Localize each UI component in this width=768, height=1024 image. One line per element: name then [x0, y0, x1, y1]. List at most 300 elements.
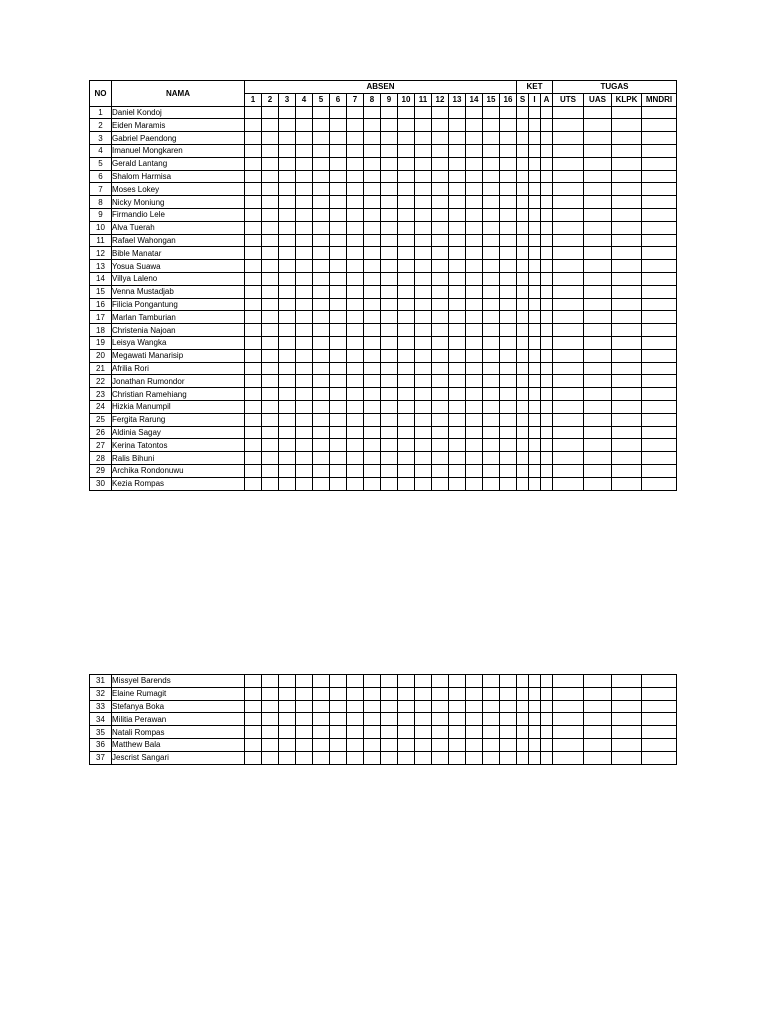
empty-cell — [296, 311, 313, 324]
empty-cell — [483, 336, 500, 349]
empty-cell — [500, 700, 517, 713]
empty-cell — [466, 413, 483, 426]
empty-cell — [449, 388, 466, 401]
empty-cell — [553, 272, 584, 285]
student-name: Kezia Rompas — [112, 477, 245, 490]
empty-cell — [529, 324, 541, 337]
empty-cell — [398, 413, 415, 426]
empty-cell — [553, 687, 584, 700]
empty-cell — [364, 132, 381, 145]
empty-cell — [553, 413, 584, 426]
table-row — [90, 144, 677, 157]
empty-cell — [364, 157, 381, 170]
empty-cell — [432, 452, 449, 465]
empty-cell — [364, 726, 381, 739]
empty-cell — [347, 106, 364, 119]
empty-cell — [415, 247, 432, 260]
empty-cell — [553, 324, 584, 337]
empty-cell — [517, 298, 529, 311]
row-number: 7 — [90, 183, 112, 196]
empty-cell — [245, 234, 262, 247]
empty-cell — [483, 285, 500, 298]
table-row — [90, 713, 677, 726]
empty-cell — [330, 400, 347, 413]
empty-cell — [432, 272, 449, 285]
empty-cell — [541, 413, 553, 426]
empty-cell — [483, 170, 500, 183]
header-absen-col: 3 — [279, 93, 296, 106]
row-number: 1 — [90, 106, 112, 119]
empty-cell — [262, 700, 279, 713]
student-name: Ralis Bihuni — [112, 452, 245, 465]
empty-cell — [466, 375, 483, 388]
empty-cell — [541, 738, 553, 751]
empty-cell — [612, 144, 642, 157]
empty-cell — [262, 687, 279, 700]
empty-cell — [432, 119, 449, 132]
empty-cell — [517, 713, 529, 726]
empty-cell — [642, 298, 677, 311]
empty-cell — [347, 738, 364, 751]
empty-cell — [381, 106, 398, 119]
empty-cell — [612, 324, 642, 337]
empty-cell — [262, 349, 279, 362]
empty-cell — [432, 426, 449, 439]
table-row — [90, 349, 677, 362]
empty-cell — [330, 738, 347, 751]
empty-cell — [449, 687, 466, 700]
empty-cell — [330, 144, 347, 157]
student-name: Eiden Maramis — [112, 119, 245, 132]
empty-cell — [245, 452, 262, 465]
empty-cell — [529, 426, 541, 439]
empty-cell — [313, 324, 330, 337]
empty-cell — [262, 477, 279, 490]
empty-cell — [296, 413, 313, 426]
empty-cell — [313, 196, 330, 209]
table-row — [90, 464, 677, 477]
empty-cell — [262, 726, 279, 739]
empty-cell — [483, 221, 500, 234]
empty-cell — [584, 713, 612, 726]
empty-cell — [466, 713, 483, 726]
empty-cell — [279, 349, 296, 362]
student-name: Megawati Manarisip — [112, 349, 245, 362]
row-number: 36 — [90, 738, 112, 751]
empty-cell — [432, 132, 449, 145]
attendance-table-continued — [89, 674, 677, 765]
empty-cell — [347, 311, 364, 324]
empty-cell — [330, 464, 347, 477]
empty-cell — [398, 439, 415, 452]
empty-cell — [529, 208, 541, 221]
empty-cell — [612, 183, 642, 196]
empty-cell — [330, 452, 347, 465]
empty-cell — [584, 144, 612, 157]
empty-cell — [483, 298, 500, 311]
row-number: 33 — [90, 700, 112, 713]
empty-cell — [364, 170, 381, 183]
empty-cell — [500, 106, 517, 119]
header-tugas-col: MNDRI — [642, 93, 677, 106]
empty-cell — [330, 260, 347, 273]
empty-cell — [529, 234, 541, 247]
empty-cell — [553, 362, 584, 375]
empty-cell — [642, 272, 677, 285]
empty-cell — [245, 349, 262, 362]
empty-cell — [483, 106, 500, 119]
empty-cell — [279, 144, 296, 157]
empty-cell — [364, 452, 381, 465]
empty-cell — [364, 336, 381, 349]
empty-cell — [449, 208, 466, 221]
empty-cell — [553, 170, 584, 183]
empty-cell — [612, 349, 642, 362]
empty-cell — [553, 400, 584, 413]
empty-cell — [500, 713, 517, 726]
empty-cell — [347, 298, 364, 311]
empty-cell — [313, 675, 330, 688]
empty-cell — [584, 196, 612, 209]
empty-cell — [529, 413, 541, 426]
empty-cell — [279, 738, 296, 751]
empty-cell — [381, 738, 398, 751]
student-name: Missyel Barends — [112, 675, 245, 688]
empty-cell — [612, 234, 642, 247]
empty-cell — [500, 234, 517, 247]
empty-cell — [347, 157, 364, 170]
empty-cell — [398, 751, 415, 764]
empty-cell — [296, 349, 313, 362]
empty-cell — [364, 183, 381, 196]
row-number: 21 — [90, 362, 112, 375]
empty-cell — [432, 700, 449, 713]
empty-cell — [483, 311, 500, 324]
empty-cell — [584, 400, 612, 413]
empty-cell — [432, 687, 449, 700]
empty-cell — [245, 247, 262, 260]
empty-cell — [584, 183, 612, 196]
empty-cell — [296, 183, 313, 196]
empty-cell — [584, 464, 612, 477]
empty-cell — [262, 675, 279, 688]
empty-cell — [347, 260, 364, 273]
empty-cell — [296, 751, 313, 764]
empty-cell — [529, 362, 541, 375]
empty-cell — [500, 675, 517, 688]
empty-cell — [612, 119, 642, 132]
empty-cell — [612, 726, 642, 739]
student-name: Christian Ramehiang — [112, 388, 245, 401]
empty-cell — [381, 426, 398, 439]
empty-cell — [517, 388, 529, 401]
empty-cell — [398, 477, 415, 490]
empty-cell — [381, 119, 398, 132]
table-row — [90, 375, 677, 388]
empty-cell — [245, 132, 262, 145]
empty-cell — [483, 439, 500, 452]
row-number: 19 — [90, 336, 112, 349]
empty-cell — [330, 426, 347, 439]
empty-cell — [279, 106, 296, 119]
empty-cell — [541, 298, 553, 311]
empty-cell — [313, 247, 330, 260]
empty-cell — [517, 132, 529, 145]
empty-cell — [330, 349, 347, 362]
empty-cell — [330, 119, 347, 132]
empty-cell — [279, 362, 296, 375]
empty-cell — [296, 196, 313, 209]
empty-cell — [279, 726, 296, 739]
empty-cell — [483, 738, 500, 751]
empty-cell — [642, 464, 677, 477]
empty-cell — [415, 196, 432, 209]
empty-cell — [612, 738, 642, 751]
student-name: Bible Manatar — [112, 247, 245, 260]
empty-cell — [296, 234, 313, 247]
empty-cell — [279, 375, 296, 388]
empty-cell — [398, 285, 415, 298]
student-name: Matthew Bala — [112, 738, 245, 751]
empty-cell — [330, 196, 347, 209]
empty-cell — [398, 349, 415, 362]
empty-cell — [262, 388, 279, 401]
empty-cell — [245, 260, 262, 273]
empty-cell — [529, 477, 541, 490]
empty-cell — [245, 726, 262, 739]
empty-cell — [466, 221, 483, 234]
empty-cell — [466, 452, 483, 465]
table-row — [90, 183, 677, 196]
empty-cell — [584, 260, 612, 273]
empty-cell — [541, 324, 553, 337]
empty-cell — [517, 477, 529, 490]
empty-cell — [541, 477, 553, 490]
empty-cell — [262, 260, 279, 273]
empty-cell — [483, 119, 500, 132]
empty-cell — [584, 426, 612, 439]
empty-cell — [415, 687, 432, 700]
empty-cell — [466, 170, 483, 183]
empty-cell — [313, 311, 330, 324]
row-number: 12 — [90, 247, 112, 260]
empty-cell — [483, 413, 500, 426]
header-tugas-col: UTS — [553, 93, 584, 106]
empty-cell — [432, 726, 449, 739]
empty-cell — [415, 170, 432, 183]
table-row — [90, 119, 677, 132]
empty-cell — [553, 452, 584, 465]
empty-cell — [612, 700, 642, 713]
empty-cell — [584, 675, 612, 688]
empty-cell — [449, 349, 466, 362]
empty-cell — [245, 183, 262, 196]
empty-cell — [381, 687, 398, 700]
empty-cell — [432, 183, 449, 196]
student-name: Firmandio Lele — [112, 208, 245, 221]
empty-cell — [364, 439, 381, 452]
empty-cell — [398, 675, 415, 688]
empty-cell — [466, 298, 483, 311]
empty-cell — [432, 247, 449, 260]
header-absen-col: 7 — [347, 93, 364, 106]
empty-cell — [381, 324, 398, 337]
empty-cell — [483, 388, 500, 401]
empty-cell — [381, 132, 398, 145]
empty-cell — [330, 439, 347, 452]
header-row-top — [90, 81, 677, 94]
empty-cell — [483, 247, 500, 260]
empty-cell — [553, 247, 584, 260]
empty-cell — [296, 119, 313, 132]
empty-cell — [517, 675, 529, 688]
empty-cell — [245, 388, 262, 401]
empty-cell — [466, 738, 483, 751]
empty-cell — [529, 700, 541, 713]
empty-cell — [296, 106, 313, 119]
empty-cell — [449, 119, 466, 132]
empty-cell — [313, 106, 330, 119]
empty-cell — [483, 234, 500, 247]
empty-cell — [517, 183, 529, 196]
empty-cell — [500, 426, 517, 439]
empty-cell — [347, 726, 364, 739]
empty-cell — [245, 170, 262, 183]
empty-cell — [517, 439, 529, 452]
empty-cell — [330, 713, 347, 726]
empty-cell — [432, 464, 449, 477]
empty-cell — [279, 247, 296, 260]
empty-cell — [347, 234, 364, 247]
empty-cell — [449, 311, 466, 324]
empty-cell — [347, 464, 364, 477]
student-name: Kerina Tatontos — [112, 439, 245, 452]
empty-cell — [449, 144, 466, 157]
empty-cell — [279, 439, 296, 452]
empty-cell — [466, 726, 483, 739]
empty-cell — [642, 208, 677, 221]
empty-cell — [517, 106, 529, 119]
empty-cell — [642, 362, 677, 375]
empty-cell — [642, 285, 677, 298]
empty-cell — [541, 452, 553, 465]
empty-cell — [466, 700, 483, 713]
empty-cell — [500, 464, 517, 477]
empty-cell — [347, 687, 364, 700]
empty-cell — [466, 751, 483, 764]
table-row — [90, 324, 677, 337]
empty-cell — [347, 426, 364, 439]
empty-cell — [541, 144, 553, 157]
empty-cell — [584, 751, 612, 764]
empty-cell — [553, 221, 584, 234]
empty-cell — [313, 687, 330, 700]
empty-cell — [584, 298, 612, 311]
table-row — [90, 726, 677, 739]
empty-cell — [381, 208, 398, 221]
empty-cell — [642, 452, 677, 465]
empty-cell — [398, 144, 415, 157]
empty-cell — [483, 208, 500, 221]
empty-cell — [381, 751, 398, 764]
empty-cell — [398, 183, 415, 196]
header-nama: NAMA — [112, 81, 245, 107]
empty-cell — [432, 751, 449, 764]
empty-cell — [483, 675, 500, 688]
empty-cell — [415, 144, 432, 157]
empty-cell — [466, 144, 483, 157]
row-number: 35 — [90, 726, 112, 739]
empty-cell — [541, 726, 553, 739]
empty-cell — [529, 738, 541, 751]
empty-cell — [313, 208, 330, 221]
empty-cell — [364, 375, 381, 388]
empty-cell — [330, 413, 347, 426]
empty-cell — [347, 170, 364, 183]
row-number: 14 — [90, 272, 112, 285]
table-row — [90, 196, 677, 209]
empty-cell — [415, 464, 432, 477]
empty-cell — [529, 375, 541, 388]
empty-cell — [529, 751, 541, 764]
header-absen-col: 13 — [449, 93, 466, 106]
empty-cell — [381, 234, 398, 247]
empty-cell — [398, 738, 415, 751]
empty-cell — [381, 675, 398, 688]
empty-cell — [449, 713, 466, 726]
empty-cell — [584, 439, 612, 452]
empty-cell — [500, 157, 517, 170]
empty-cell — [330, 700, 347, 713]
table-row — [90, 452, 677, 465]
empty-cell — [279, 464, 296, 477]
table-row — [90, 285, 677, 298]
empty-cell — [347, 439, 364, 452]
empty-cell — [612, 221, 642, 234]
empty-cell — [279, 324, 296, 337]
empty-cell — [500, 196, 517, 209]
empty-cell — [449, 700, 466, 713]
empty-cell — [347, 375, 364, 388]
empty-cell — [483, 726, 500, 739]
empty-cell — [500, 400, 517, 413]
empty-cell — [466, 157, 483, 170]
empty-cell — [296, 687, 313, 700]
empty-cell — [449, 452, 466, 465]
empty-cell — [415, 119, 432, 132]
empty-cell — [500, 413, 517, 426]
empty-cell — [347, 713, 364, 726]
empty-cell — [449, 751, 466, 764]
row-number: 18 — [90, 324, 112, 337]
empty-cell — [381, 700, 398, 713]
empty-cell — [517, 119, 529, 132]
row-number: 8 — [90, 196, 112, 209]
header-absen-col: 15 — [483, 93, 500, 106]
empty-cell — [347, 388, 364, 401]
empty-cell — [398, 324, 415, 337]
empty-cell — [466, 208, 483, 221]
header-absen-col: 12 — [432, 93, 449, 106]
empty-cell — [313, 388, 330, 401]
empty-cell — [262, 247, 279, 260]
empty-cell — [584, 221, 612, 234]
empty-cell — [415, 221, 432, 234]
empty-cell — [347, 272, 364, 285]
empty-cell — [612, 477, 642, 490]
empty-cell — [432, 298, 449, 311]
empty-cell — [553, 700, 584, 713]
